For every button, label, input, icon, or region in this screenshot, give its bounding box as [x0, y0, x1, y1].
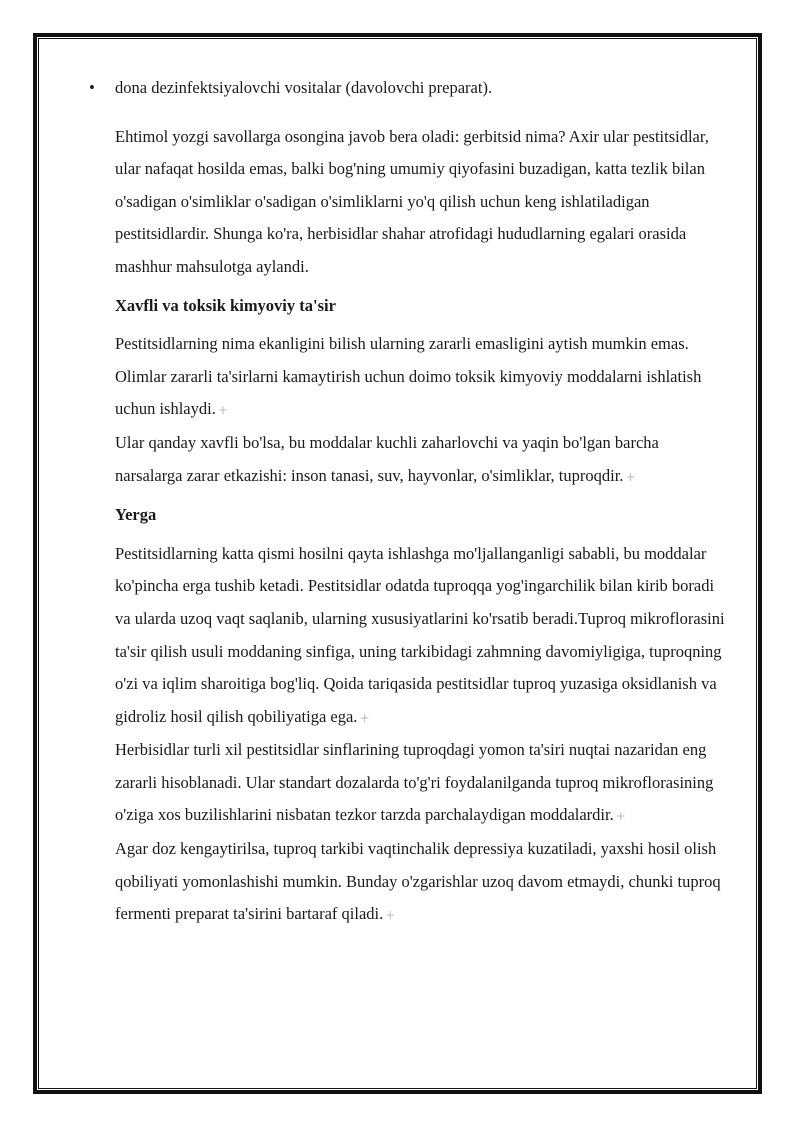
- paragraph-mark-icon: +: [625, 469, 636, 484]
- paragraph: [115, 734, 727, 833]
- section-heading: Xavfli va toksik kimyoviy ta'sir: [115, 295, 336, 315]
- paragraph-text: Ular qanday xavfli bo'lsa, bu moddalar kuchli zaharlovchi va yaqin bo'lgan barcha narsalarga zarar etkazishi: inson tanasi, suv, hayvonlar, o'simliklar, tuproqdir.: [115, 432, 659, 485]
- paragraph: [115, 538, 727, 735]
- paragraph-mark-icon: +: [385, 908, 396, 923]
- paragraph-text: Pestitsidlarning katta qismi hosilni qayta ishlashga mo'ljallanganligi sababli, bu moddalar ko'pincha erga tushib ketadi. Pestitsidlar odatda tuproqqa yog'ingarchilik bilan kirib boradi va ularda uzoq vaqt saqlanib, ularning xususiyatlarini ko'rsatib beradi.Tuproq mikroflorasini ta'sir qilish usuli moddaning sinfiga, uning tarkibidagi zahmning davomiyligiga, tuproqning o'zi va iqlim sharoitiga bog'liq. Qoida tariqasida pestitsidlar tuproq yuzasiga oksidlanish va gidroliz hosil qilish qobiliyatiga ega.: [115, 543, 725, 726]
- paragraph-mark-icon: +: [217, 403, 228, 418]
- paragraph: Ehtimol yozgi savollarga osongina javob bera oladi: gerbitsid nima? Axir ular pestitsidlar, ular nafaqat hosilda emas, balki bog'ning umumiy qiyofasini buzadigan, katta tezlik bilan o'sadigan o'simliklar o'sadigan o'simliklarni yo'q qilish uchun keng ishlatiladigan pestitsidlardir. Shunga ko'ra, herbisidlar shahar atrofidagi hududlarning egalari orasida mashhur mahsulotga aylandi.: [115, 126, 709, 276]
- paragraph-text: Herbisidlar turli xil pestitsidlar sinflarining tuproqdagi yomon ta'siri nuqtai nazaridan eng zararli hisoblanadi. Ular standart dozalarda to'g'ri foydalanilganda tuproq mikroflorasining o'ziga xos buzilishlarini nisbatan tezkor tarzda parchalaydigan moddalardir.: [115, 740, 714, 825]
- list-item-text: dona dezinfektsiyalovchi vositalar (davolovchi preparat).: [115, 78, 493, 97]
- list-item: [89, 72, 727, 105]
- section-heading: Yerga: [115, 505, 157, 525]
- paragraph-mark-icon: +: [615, 809, 626, 824]
- paragraph: [115, 833, 727, 932]
- bullet-icon: •: [89, 78, 95, 97]
- paragraph-mark-icon: +: [359, 710, 370, 725]
- paragraph: [115, 328, 727, 427]
- document-body: [89, 72, 727, 932]
- paragraph-text: Pestitsidlarning nima ekanligini bilish ularning zararli emasligini aytish mumkin emas. Olimlar zararli ta'sirlarni kamaytirish uchun doimo toksik kimyoviy moddalarni ishlatish uchun ishlaydi.: [115, 334, 702, 419]
- paragraph-text: Agar doz kengaytirilsa, tuproq tarkibi vaqtinchalik depressiya kuzatiladi, yaxshi hosil olish qobiliyati yomonlashishi mumkin. Bunday o'zgarishlar uzoq davom etmaydi, chunki tuproq fermenti preparat ta'sirini bartaraf qiladi.: [115, 839, 721, 924]
- paragraph: [115, 427, 727, 493]
